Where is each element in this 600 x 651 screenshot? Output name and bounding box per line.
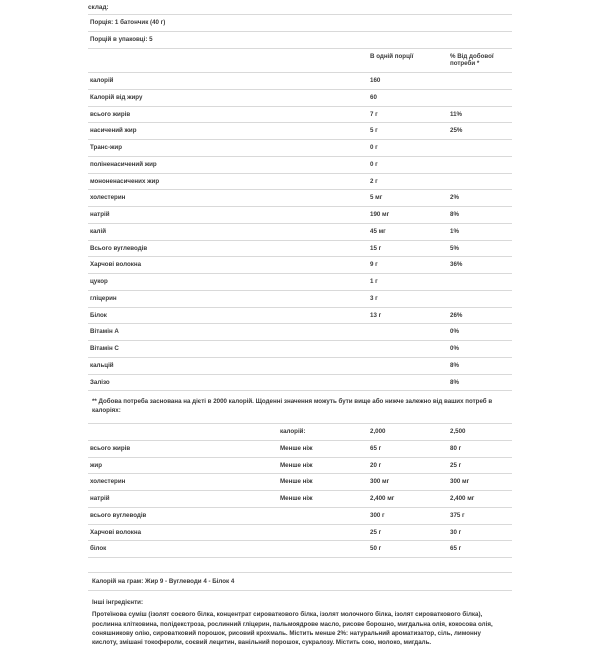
nutrient-dv xyxy=(448,73,512,90)
dv-name: всього жирів xyxy=(88,440,278,457)
ingredients-title: Інші інгредієнти: xyxy=(92,599,144,607)
dv-value-2000: 300 мг xyxy=(368,474,448,491)
dv-qualifier: Менше ніж xyxy=(278,474,368,491)
nutrient-amount: 160 xyxy=(368,73,448,90)
nutrient-amount: 2 г xyxy=(368,173,448,190)
table-row xyxy=(88,240,512,257)
dv-qualifier: Менше ніж xyxy=(278,491,368,508)
table-row xyxy=(88,207,512,224)
nutrient-dv: 36% xyxy=(448,257,512,274)
nutrient-spacer xyxy=(278,73,368,90)
nutrient-dv: 8% xyxy=(448,357,512,374)
dv-qualifier: Менше ніж xyxy=(278,457,368,474)
table-row xyxy=(88,190,512,207)
table-spacer-row xyxy=(88,558,512,573)
nutrient-amount: 5 мг xyxy=(368,190,448,207)
nutrient-dv: 2% xyxy=(448,190,512,207)
table-row xyxy=(88,123,512,140)
nutrient-spacer xyxy=(278,290,368,307)
nutrient-amount: 0 г xyxy=(368,140,448,157)
nutrient-name: Залізо xyxy=(88,374,278,390)
nutrient-spacer xyxy=(278,156,368,173)
nutrient-spacer xyxy=(278,341,368,358)
label-heading: склад: xyxy=(88,4,109,11)
dv-header-2000: 2,000 xyxy=(368,424,448,441)
table-row xyxy=(88,73,512,90)
dv-name: натрій xyxy=(88,491,278,508)
table-row xyxy=(88,541,512,558)
nutrient-name: мононенасичених жир xyxy=(88,173,278,190)
nutrient-dv: 8% xyxy=(448,374,512,390)
table-row xyxy=(88,357,512,374)
table-row xyxy=(88,491,512,508)
table-row xyxy=(88,374,512,390)
table-row xyxy=(88,106,512,123)
table-row xyxy=(88,140,512,157)
nutrient-name: Всього вуглеводів xyxy=(88,240,278,257)
nutrient-name: цукор xyxy=(88,274,278,291)
nutrient-name: калорій xyxy=(88,73,278,90)
dv-header-row xyxy=(88,424,512,441)
dv-qualifier xyxy=(278,507,368,524)
nutrient-spacer xyxy=(278,207,368,224)
dv-value-2000: 20 г xyxy=(368,457,448,474)
nutrient-amount: 190 мг xyxy=(368,207,448,224)
dv-value-2000: 2,400 мг xyxy=(368,491,448,508)
dv-value-2500: 30 г xyxy=(448,524,512,541)
column-header-row xyxy=(88,48,512,73)
dv-value-2500: 300 мг xyxy=(448,474,512,491)
nutrient-spacer xyxy=(278,223,368,240)
nutrient-dv xyxy=(448,173,512,190)
dv-value-2000: 65 г xyxy=(368,440,448,457)
nutrient-name: кальцій xyxy=(88,357,278,374)
dv-value-2500: 2,400 мг xyxy=(448,491,512,508)
table-row xyxy=(88,507,512,524)
nutrient-name: Вітамін А xyxy=(88,324,278,341)
dv-value-2000: 50 г xyxy=(368,541,448,558)
dv-value-2500: 65 г xyxy=(448,541,512,558)
nutrient-spacer xyxy=(278,123,368,140)
dv-name: білок xyxy=(88,541,278,558)
nutrient-dv xyxy=(448,156,512,173)
nutrient-spacer xyxy=(278,257,368,274)
nutrient-spacer xyxy=(278,357,368,374)
nutrient-amount xyxy=(368,357,448,374)
table-row xyxy=(88,474,512,491)
nutrient-amount xyxy=(368,341,448,358)
nutrient-dv: 0% xyxy=(448,324,512,341)
daily-values-table xyxy=(88,423,512,572)
dv-qualifier: Менше ніж xyxy=(278,440,368,457)
dv-header-blank xyxy=(88,424,278,441)
ingredients-body: Протеїнова суміш (ізолят соєвого білка, концентрат сироваткового білка, ізолят молочного білка, ізолят сироваткового білка), рослинна клітковина, полідекстроза, рослинний гліцерин, пальмоядрове масло, рисове борошно, мигдальна олія, кокосова олія, соняшникову олію, сироватковий порошок, рисовий крохмаль. Містить менше 2%: натуральний ароматизатор, сіль, лимонну кислоту, змішані токофероли, соєвий лецитин, ванільний порошок, сукралозу. Містить сою, молоко, мигдаль. xyxy=(92,611,493,647)
nutrient-amount: 0 г xyxy=(368,156,448,173)
nutrient-amount xyxy=(368,324,448,341)
table-row xyxy=(88,156,512,173)
servings-per-container-label: Порцій в упаковці: 5 xyxy=(88,31,512,48)
nutrient-amount: 15 г xyxy=(368,240,448,257)
table-row xyxy=(88,440,512,457)
serving-size-row xyxy=(88,15,512,32)
dv-header-2500: 2,500 xyxy=(448,424,512,441)
header-blank xyxy=(88,48,278,73)
nutrient-name: Білок xyxy=(88,307,278,324)
dv-name: жир xyxy=(88,457,278,474)
dv-value-2500: 25 г xyxy=(448,457,512,474)
serving-size-label: Порція: 1 батончик (40 г) xyxy=(88,15,512,32)
header-daily-value: % Від добової потреби * xyxy=(448,48,512,73)
nutrient-spacer xyxy=(278,307,368,324)
nutrient-spacer xyxy=(278,89,368,106)
nutrient-dv xyxy=(448,274,512,291)
dv-value-2500: 375 г xyxy=(448,507,512,524)
dv-qualifier xyxy=(278,541,368,558)
table-row xyxy=(88,274,512,291)
nutrient-name: всього жирів xyxy=(88,106,278,123)
table-row xyxy=(88,257,512,274)
nutrient-dv xyxy=(448,140,512,157)
nutrient-amount: 9 г xyxy=(368,257,448,274)
nutrient-spacer xyxy=(278,190,368,207)
nutrition-facts-table xyxy=(88,14,512,390)
nutrient-spacer xyxy=(278,240,368,257)
dv-value-2500: 80 г xyxy=(448,440,512,457)
nutrient-dv: 1% xyxy=(448,223,512,240)
nutrient-amount xyxy=(368,374,448,390)
nutrient-dv: 11% xyxy=(448,106,512,123)
nutrient-amount: 7 г xyxy=(368,106,448,123)
header-per-serving: В одній порції xyxy=(368,48,448,73)
table-row xyxy=(88,324,512,341)
nutrient-dv: 0% xyxy=(448,341,512,358)
nutrient-name: Вітамін С xyxy=(88,341,278,358)
nutrient-name: Калорій від жиру xyxy=(88,89,278,106)
nutrient-name: поліненасичений жир xyxy=(88,156,278,173)
table-row xyxy=(88,290,512,307)
nutrient-spacer xyxy=(278,374,368,390)
dv-name: всього вуглеводів xyxy=(88,507,278,524)
calories-per-gram: Калорій на грам: Жир 9 - Вуглеводи 4 - Білок 4 xyxy=(88,572,512,591)
daily-value-footnote: ** Добова потреба заснована на дієті в 2000 калорій. Щоденні значення можуть бути вище або нижче залежно від ваших потреб в калоріях: xyxy=(88,390,512,423)
nutrient-dv: 8% xyxy=(448,207,512,224)
nutrient-spacer xyxy=(278,106,368,123)
nutrient-amount: 13 г xyxy=(368,307,448,324)
dv-name: Харчові волокна xyxy=(88,524,278,541)
nutrient-dv: 25% xyxy=(448,123,512,140)
nutrient-name: гліцерин xyxy=(88,290,278,307)
header-blank-2 xyxy=(278,48,368,73)
nutrient-dv: 26% xyxy=(448,307,512,324)
nutrient-spacer xyxy=(278,324,368,341)
nutrient-spacer xyxy=(278,173,368,190)
table-row xyxy=(88,89,512,106)
dv-name: холестерин xyxy=(88,474,278,491)
nutrient-amount: 3 г xyxy=(368,290,448,307)
nutrient-amount: 1 г xyxy=(368,274,448,291)
nutrient-dv xyxy=(448,89,512,106)
nutrient-name: Транс-жир xyxy=(88,140,278,157)
nutrient-name: Харчові волокна xyxy=(88,257,278,274)
table-row xyxy=(88,341,512,358)
nutrient-dv xyxy=(448,290,512,307)
nutrient-name: калій xyxy=(88,223,278,240)
nutrient-spacer xyxy=(278,274,368,291)
nutrient-amount: 5 г xyxy=(368,123,448,140)
dv-value-2000: 25 г xyxy=(368,524,448,541)
nutrient-dv: 5% xyxy=(448,240,512,257)
nutrient-name: натрій xyxy=(88,207,278,224)
table-row xyxy=(88,457,512,474)
nutrient-spacer xyxy=(278,140,368,157)
dv-header-calories: калорій: xyxy=(278,424,368,441)
table-row xyxy=(88,223,512,240)
dv-value-2000: 300 г xyxy=(368,507,448,524)
servings-per-container-row xyxy=(88,31,512,48)
nutrient-amount: 60 xyxy=(368,89,448,106)
dv-qualifier xyxy=(278,524,368,541)
table-row xyxy=(88,307,512,324)
nutrient-amount: 45 мг xyxy=(368,223,448,240)
nutrient-name: холестерин xyxy=(88,190,278,207)
table-row xyxy=(88,524,512,541)
nutrient-name: насичений жир xyxy=(88,123,278,140)
table-row xyxy=(88,173,512,190)
